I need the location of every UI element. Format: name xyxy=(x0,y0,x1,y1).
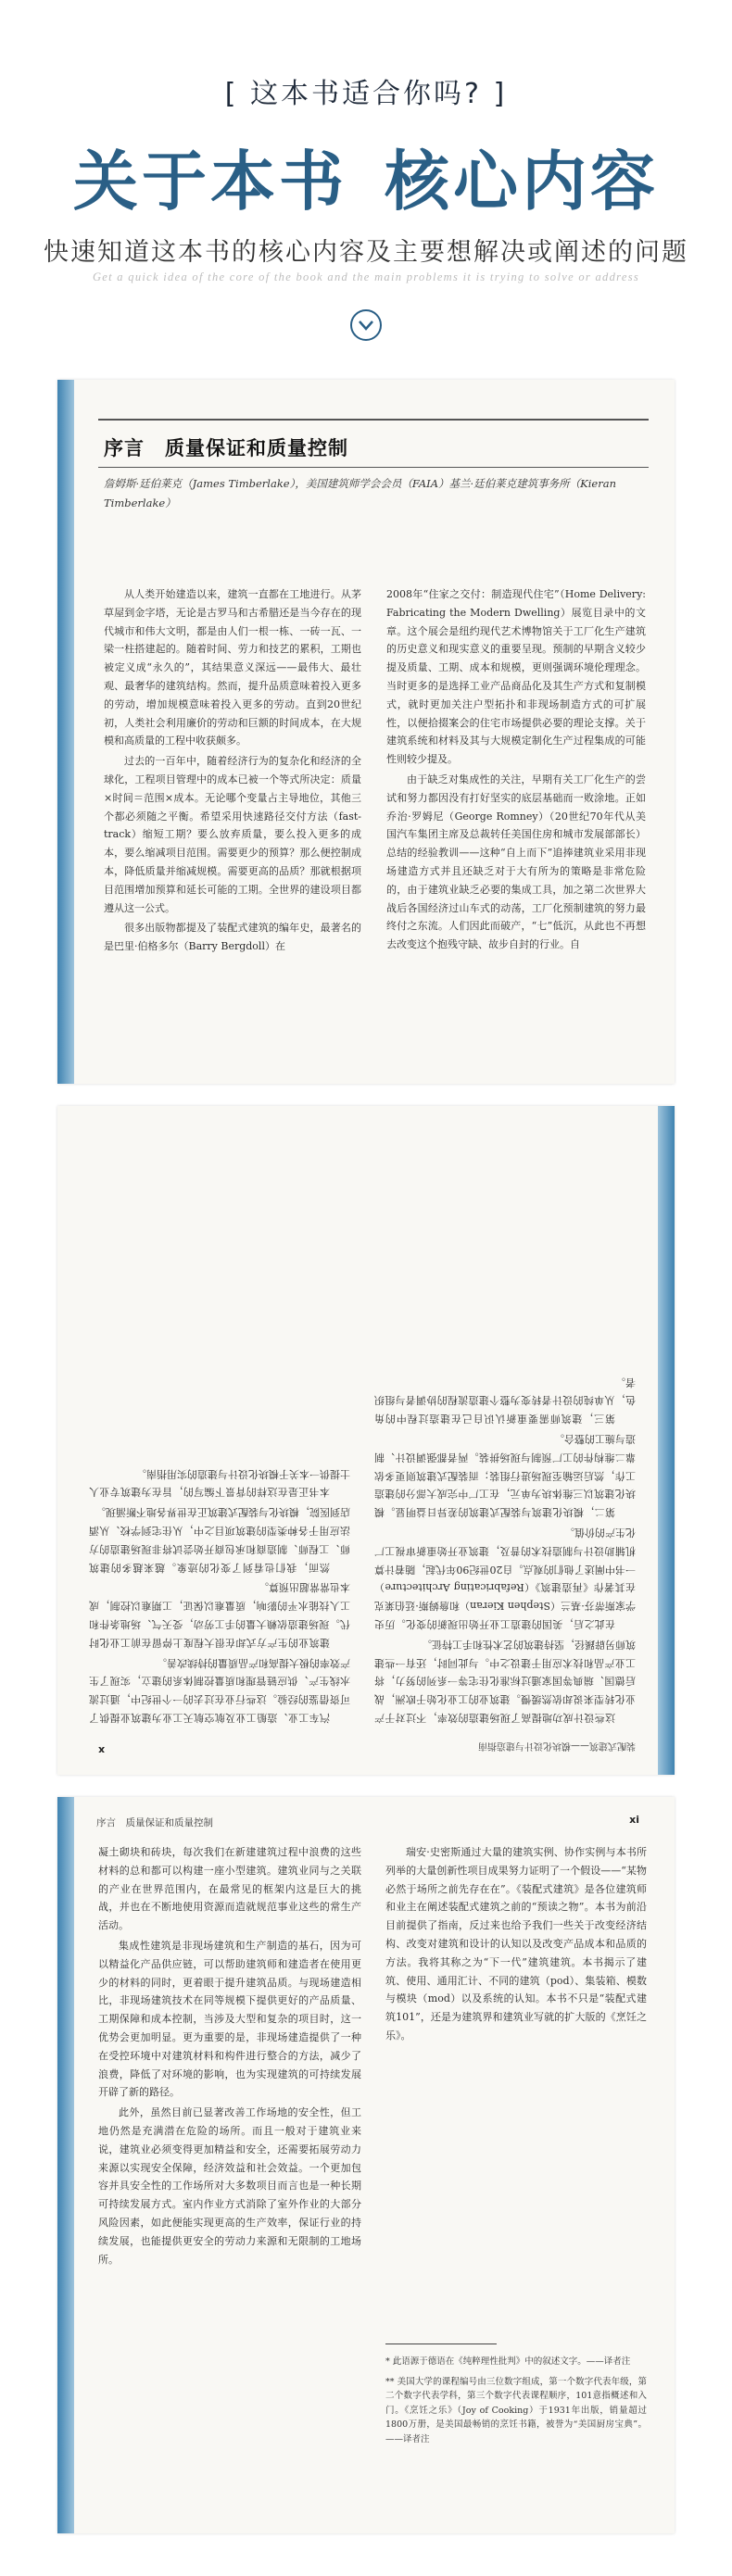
paragraph: 在此之后，美国的建造工业开始出现新的变化。历史学家斯蒂芬·基兰（Stephen Kieran）和詹姆斯·廷伯莱克在其著作《再造建筑》（Refabricating Architecture）一书中阐述了他们的观点。自20世纪90年代起，随着计算机辅助设计与制造技术的普及，建筑业开始重新审视工厂化生产的价值。 xyxy=(374,1527,636,1631)
subtitle-en: Get a quick idea of the core of the book and the main problems it is trying to solve or address xyxy=(92,270,640,283)
paragraph: 过去的一百年中，随着经济行为的复杂化和经济的全球化，工程项目管理中的成本已被一个等式所决定：质量×时间＝范围×成本。无论哪个变量占主导地位，其他三个都必须随之平衡。希望采用快速路径交付方法（fast-track）缩短工期？要么放弃质量，要么投入更多的成本，要么缩减项目范围。需要更少的预算？那么便控制成本，降低质量并缩减规模。需要更高的品质？那就根据项目范围增加预算和延长可能的工期。全世界的建设项目都遵从这一公式。 xyxy=(104,755,361,914)
section-tag: [ 这本书适合你吗? ] xyxy=(224,78,508,110)
footnotes xyxy=(385,2355,647,2452)
paragraph: 集成性建筑是非现场建筑和生产制造的基石，因为可以精益化产品供应链，可以帮助建筑师和建造者在使用更少的材料的同时，更着眼于提升建筑品质。与现场建造相比，非现场建筑技术在同等规模下提供更好的产品质量、工期保障和成本控制，当涉及大型和复杂的项目时，这一优势会更加明显。更为重要的是，非现场建造提供了一种在受控环境中对建筑材料和构件进行整合的方法，减少了浪费，降低了对环境的影响，也为实现建筑的可持续发展开辟了新的路径。 xyxy=(98,1939,361,2099)
paragraph: 凝土砌块和砖块，每次我们在新建建筑过程中浪费的这些材料的总和都可以构建一座小型建筑。建筑业同与之关联的产业在世界范围内，在最常见的框架内这是巨大的挑战，并也在不断地使用资源而造就规范事业这些的常生产活动。 xyxy=(98,1846,361,1932)
page-spine xyxy=(57,1797,74,2533)
book-page-preface xyxy=(57,380,675,1084)
subtitle: 快速知道这本书的核心内容及主要想解决或阐述的问题 xyxy=(44,238,688,267)
paragraph: 这些设计成功地提高了现场建造的效率，不过对于产业化转型来说却依然缓慢。建筑业的工业化始于欧洲，战后德国、瑞典等国家通过标准化住宅等一系列的努力，将工业产品和技术应用于建设之中。与此同时，还有一些建筑师另辟蹊径，坚持建筑的艺术性和手工特征。 xyxy=(374,1638,636,1724)
scroll-down-button[interactable] xyxy=(350,309,382,341)
text-column-right xyxy=(386,585,646,956)
paragraph: 此外，虽然目前已显著改善工作场地的安全性，但工地仍然是充满潜在危险的场所。而且一般对于建筑业来说，建筑业必须变得更加精益和安全，还需要拓展劳动力来源以实现安全保障，经济效益和社会效益。一个更加包容并具安全性的工作场所对大多数项目而言也是一种长期可持续发展方式。室内作业方式消除了室外作业的大部分风险因素，如此便能实现更高的生产效率，保证行业的持续发展，也能提供更安全的劳动力来源和无限制的工地场所。 xyxy=(98,2106,361,2266)
book-page-inverted xyxy=(57,1106,675,1775)
paragraph: 然而，我们也看到了变化的迹象。越来越多的建筑师、工程师、制造商和承包商开始尝试将非现场建造的方法应用于各种类型的建筑项目之中，从住宅到学校、从酒店到医院，模块化与装配式建筑正在世界各地不断涌现。 xyxy=(89,1506,350,1574)
running-head: 序言 质量保证和质量控制 xyxy=(96,1817,213,1828)
inverted-content xyxy=(57,1106,675,1775)
page-spine xyxy=(57,380,74,1084)
main-title-part1: 关于本书 xyxy=(73,144,347,220)
chevron-down-circle-icon xyxy=(358,318,374,333)
paragraph: 由于缺乏对集成性的关注，早期有关工厂化生产的尝试和努力都因没有打好坚实的底层基础而一败涂地。正如乔治·罗姆尼（George Romney）（20世纪70年代从美国汽车集团主席及总裁转任美国住房和城市发展部部长）总结的经验教训——这种“自上而下”追捧建筑业采用非现场建造方式并且还缺乏对于大有所为的策略是非常危险的，由于建筑业缺乏必要的集成工具，加之第二次世界大战后各国经济过山车式的动荡，工厂化预制建筑的努力最终付之东流。人们因此而破产，“七”低沉，从此也不再想去改变这个抱残守缺、故步自封的行业。自 xyxy=(386,773,646,951)
main-title-part2: 核心内容 xyxy=(385,144,659,220)
paragraph: 第三，建筑师需要重新认识自己在建造过程中的角色，从单纯的设计者转变为整个建造流程的协调者与组织者。 xyxy=(374,1376,636,1426)
title-rule-bottom xyxy=(98,467,649,468)
text-column-right xyxy=(385,1843,647,2047)
title-rule-top xyxy=(98,419,649,421)
page-number: xi xyxy=(629,1814,639,1826)
text-column-left xyxy=(374,1371,636,1727)
preface-authors: 詹姆斯·廷伯莱克（James Timberlake），美国建筑师学会会员（FAIA）基兰·廷伯莱克建筑事务所（Kieran Timberlake） xyxy=(104,477,616,509)
paragraph: 建筑业的生产方式却在很大程度上停留在前工业化时代。现场建造依赖大量的手工劳动，受天气、场地条件和工人技能水平的影响，质量难以保证，工期难以控制，成本也常常超出预算。 xyxy=(89,1581,350,1649)
paragraph: 瑞安·史密斯通过大量的建筑实例、协作实例与本书所列举的大量创新性项目成果努力证明了一个假设——“某物必然于场所之前先存在在”。《装配式建筑》是各位建筑师和业主在阐述装配式建筑之前的“预读之物”。本书为前沿目前提供了指南，反过来也给予我们一些关于改变经济结构、改变对建筑和设计的认知以及改变产品成本和品质的方法。我将其称之为“下一代”建筑建筑。本书揭示了建筑、使用、通用汇计、不同的建筑（pod）、集装箱、模数与模块（mod）以及系统的认知。本书不只是“装配式建筑101”，还是为建筑界和建筑业写就的扩大版的《烹饪之乐》。 xyxy=(385,1846,647,2042)
paragraph: 从人类开始建造以来，建筑一直都在工地进行。从茅草屋到金字塔，无论是古罗马和古希腊还是当今存在的现代城市和伟大文明，都是由人们一根一栋、一砖一瓦、一梁一柱搭建起的。随着时间、劳力和技艺的累积，工期也被定义成“永久的”，其结果意义深远——最伟大、最壮观、最奢华的建筑结构。然而，提升品质意味着投入更多的劳动，增加规模意味着投入更多的劳动。直到20世纪初，人类社会利用廉价的劳动和巨额的时间成本，在大规模和高质量的工程中收获颇多。 xyxy=(104,588,361,748)
text-column-right xyxy=(89,1463,350,1727)
paragraph: 很多出版物都提及了装配式建筑的编年史，最著名的是巴里·伯格多尔（Barry Bergdoll）在 xyxy=(104,922,361,953)
paragraph: 2008年“住家之交付：制造现代住宅”（Home Delivery: Fabricating the Modern Dwelling）展览目录中的文章。这个展会是纽约现代艺术博物馆关于工厂化生产建筑的历史意义和现实意义的重要呈现。预制的早期含义较少提及质量、工期、成本和规模，更则强调环境伦理理念。当时更多的是选择工业产品商品化及其生产方式和复制模式，就时更加关注户型拓扑和非现场制造方式的可扩展性，以便拾掇案会的住宅市场提供必要的理论支撑。关于建筑系统和材料及其与大规模定制化生产过程集成的可能性则较少提及。 xyxy=(386,588,646,766)
book-page-preface-continued xyxy=(57,1797,675,2533)
paragraph: 汽车工业、造船工业及航空航天工业为建筑业提供了可资借鉴的经验。这些行业在过去的一个世纪中，通过流水线生产、供应链管理和质量控制体系的建立，实现了生产效率的极大提高和产品质量的持续改善。 xyxy=(89,1656,350,1724)
preface-title: 序言 质量保证和质量控制 xyxy=(104,437,348,459)
main-title xyxy=(0,130,732,223)
footnote: ** 美国大学的课程编号由三位数字组成，第一个数字代表年级，第二个数字代表学科，第三个数字代表课程顺序，101意指概述和入门。《烹饪之乐》（Joy of Cooking）于1931年出版，销量超过1800万册，是美国最畅销的烹饪书籍，被誉为“美国厨房宝典”。——译者注 xyxy=(385,2376,647,2444)
text-column-left xyxy=(98,1843,361,2270)
text-column-left xyxy=(104,585,361,958)
paragraph: 第二，模块化建筑与装配式建筑的差异日益明显。模块化建筑以三维体块为单元，在工厂中完成大部分的建造工作，然后运输至现场进行组装；而装配式建筑则更多依靠二维构件的工厂预制与现场拼装。两者都强调设计、制造与施工的整合。 xyxy=(374,1433,636,1519)
paragraph: 本书正是在这样的背景下编写的，旨在为建筑专业人士提供一本关于模块化设计与建造的实用指南。 xyxy=(89,1467,350,1499)
footnote: * 此语源于德语在《纯粹理性批判》中的叙述文字。——译者注 xyxy=(385,2356,631,2367)
page-number: x xyxy=(98,1744,106,1756)
running-head: 装配式建筑——模块化设计与建造指南 xyxy=(478,1740,636,1751)
